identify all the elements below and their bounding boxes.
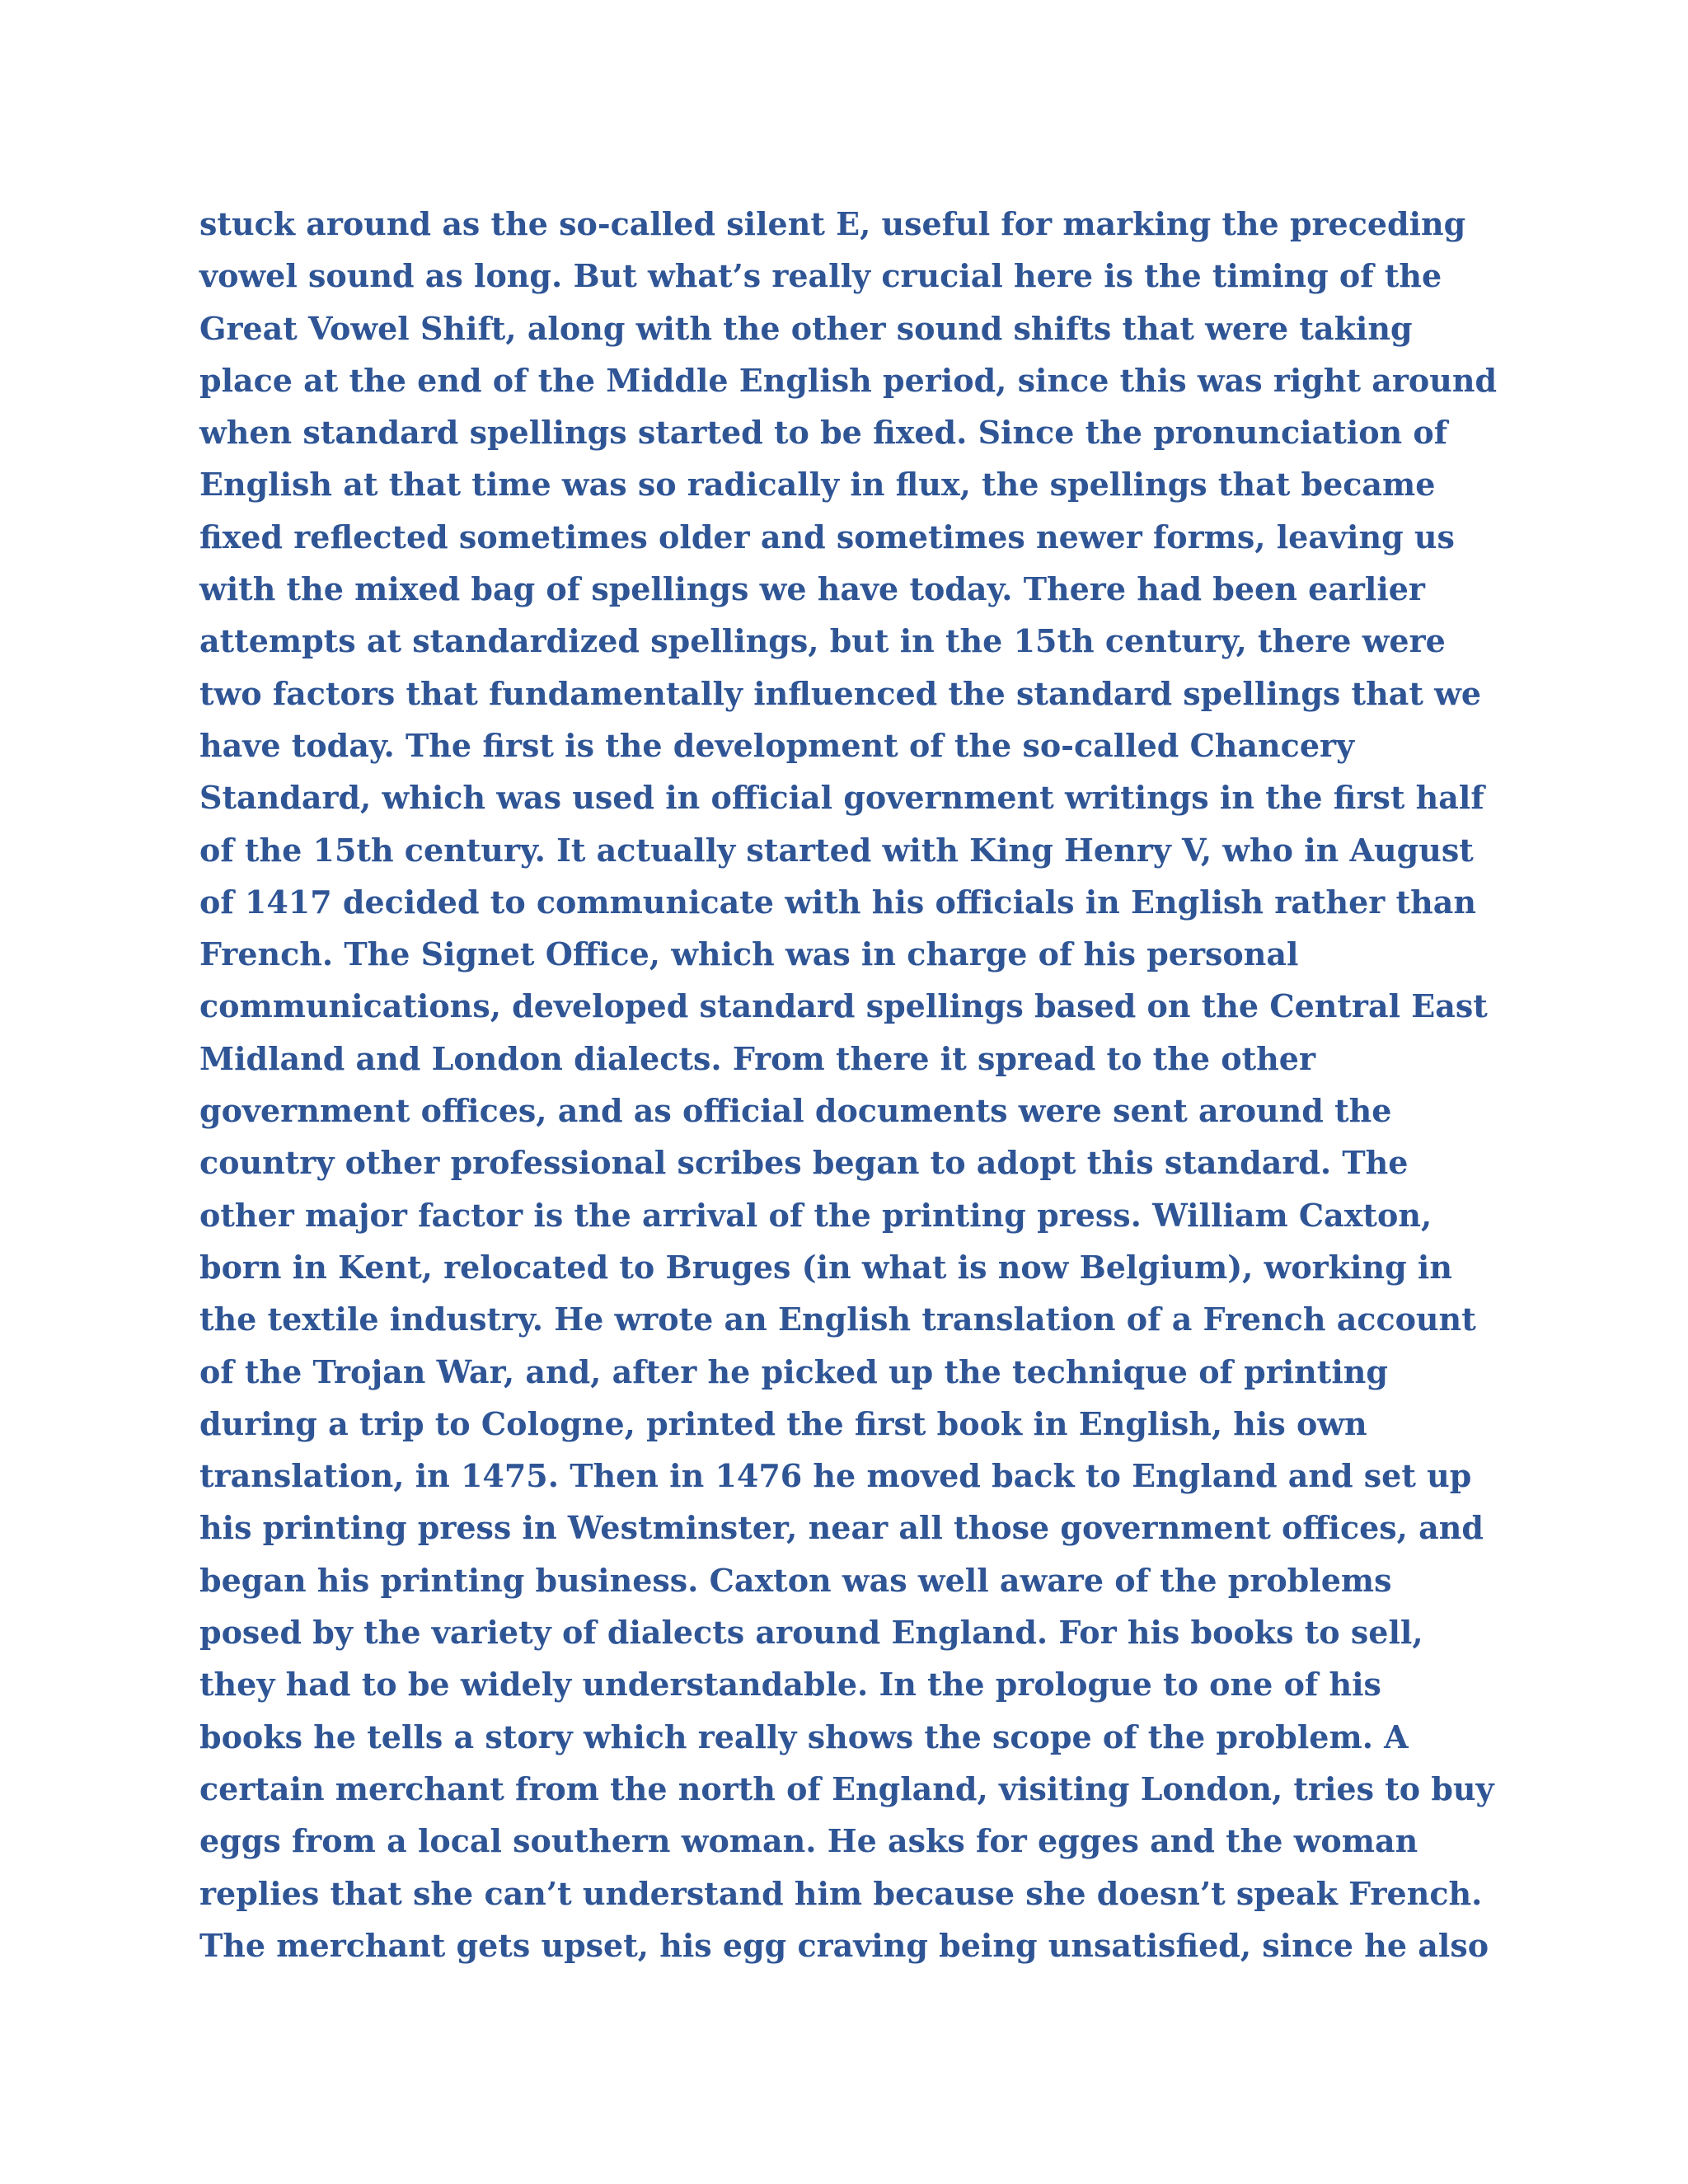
text-line-2: vowel sound as long. But what’s really crucial here is the timing of the <box>199 257 1442 295</box>
text-line-30: books he tells a story which really shows the scope of the problem. A <box>199 1718 1409 1755</box>
text-line-27: began his printing business. Caxton was well aware of the problems <box>199 1561 1392 1599</box>
text-line-22: the textile industry. He wrote an English translation of a French account <box>199 1301 1476 1338</box>
text-line-15: French. The Signet Office, which was in charge of his personal <box>199 935 1299 973</box>
text-line-34: The merchant gets upset, his egg craving being unsatisfied, since he also <box>199 1926 1489 1964</box>
text-line-3: Great Vowel Shift, along with the other sound shifts that were taking <box>199 309 1413 347</box>
text-line-28: posed by the variety of dialects around England. For his books to sell, <box>199 1614 1423 1652</box>
text-line-10: two factors that fundamentally influenced the standard spellings that we <box>199 674 1482 712</box>
text-line-9: attempts at standardized spellings, but in the 15th century, there were <box>199 622 1446 660</box>
text-line-33: replies that she can’t understand him because she doesn’t speak French. <box>199 1874 1483 1912</box>
text-line-25: translation, in 1475. Then in 1476 he moved back to England and set up <box>199 1457 1472 1495</box>
text-line-4: place at the end of the Middle English period, since this was right around <box>199 361 1498 399</box>
text-line-5: when standard spellings started to be fixed. Since the pronunciation of <box>199 414 1448 452</box>
text-line-24: during a trip to Cologne, printed the first book in English, his own <box>199 1404 1367 1442</box>
text-line-6: English at that time was so radically in flux, the spellings that became <box>199 466 1436 504</box>
text-line-1: stuck around as the so-called silent E, useful for marking the preceding <box>199 205 1466 242</box>
text-line-17: Midland and London dialects. From there it spread to the other <box>199 1039 1315 1077</box>
text-line-18: government offices, and as official documents were sent around the <box>199 1092 1392 1130</box>
text-line-29: they had to be widely understandable. In the prologue to one of his <box>199 1666 1381 1704</box>
text-line-20: other major factor is the arrival of the printing press. William Caxton, <box>199 1196 1432 1234</box>
text-line-21: born in Kent, relocated to Bruges (in what is now Belgium), working in <box>199 1248 1452 1286</box>
text-line-12: Standard, which was used in official government writings in the first half <box>199 779 1484 817</box>
text-line-14: of 1417 decided to communicate with his officials in English rather than <box>199 883 1476 921</box>
text-line-26: his printing press in Westminster, near all those government offices, and <box>199 1509 1484 1547</box>
text-line-16: communications, developed standard spellings based on the Central East <box>199 987 1488 1025</box>
text-line-11: have today. The first is the development of the so-called Chancery <box>199 726 1355 764</box>
body-paragraph <box>199 198 1551 1971</box>
text-line-7: fixed reflected sometimes older and sometimes newer forms, leaving us <box>199 518 1455 555</box>
text-line-13: of the 15th century. It actually started with King Henry V, who in August <box>199 831 1474 869</box>
text-line-8: with the mixed bag of spellings we have today. There had been earlier <box>199 570 1425 608</box>
text-line-32: eggs from a local southern woman. He asks for egges and the woman <box>199 1822 1418 1860</box>
text-line-23: of the Trojan War, and, after he picked up the technique of printing <box>199 1352 1388 1390</box>
text-line-19: country other professional scribes began to adopt this standard. The <box>199 1144 1409 1182</box>
text-line-31: certain merchant from the north of England, visiting London, tries to buy <box>199 1769 1494 1807</box>
